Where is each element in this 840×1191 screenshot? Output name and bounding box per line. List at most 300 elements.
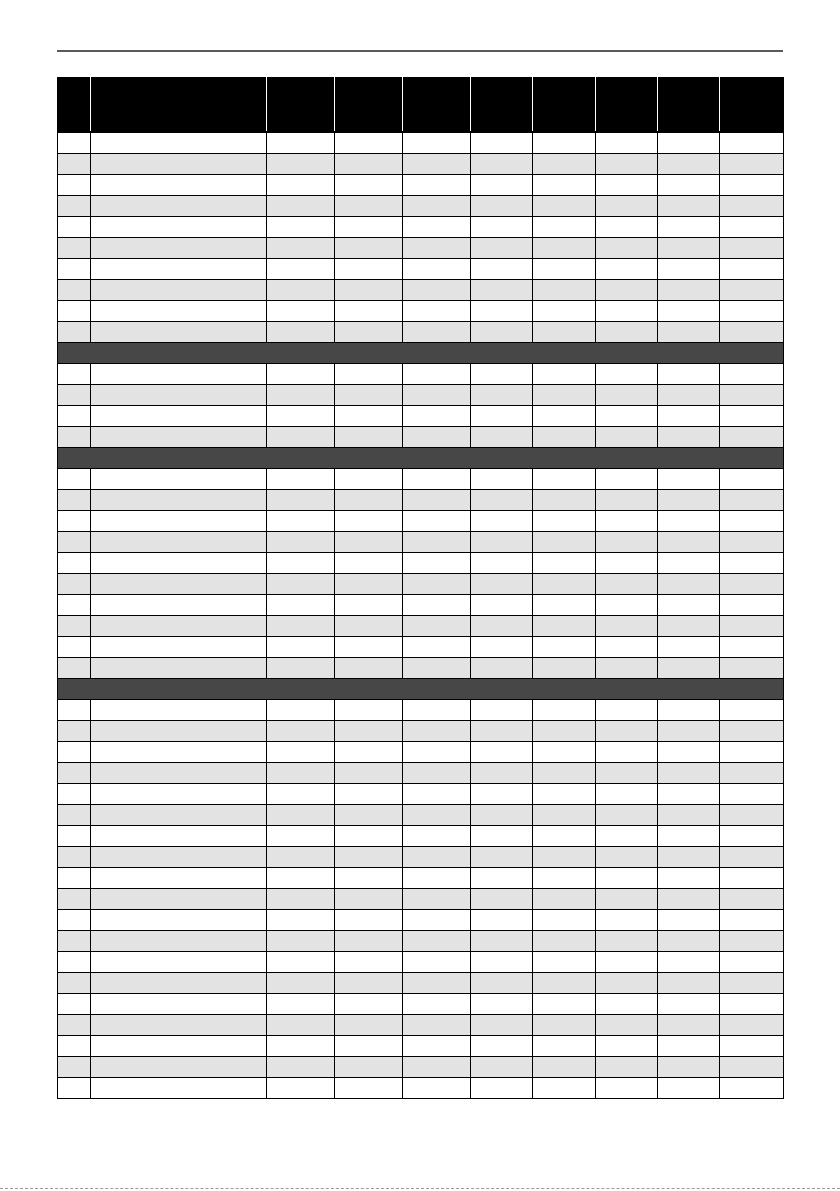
table-row [58, 238, 784, 259]
row-index-cell [58, 574, 91, 595]
table-cell [720, 868, 784, 889]
table-cell [471, 154, 533, 175]
row-index-cell [58, 132, 91, 154]
table-cell [720, 658, 784, 679]
table-cell [720, 826, 784, 847]
table-cell [335, 574, 403, 595]
header-cell-index [58, 77, 91, 132]
table-row [58, 532, 784, 553]
table-row [58, 910, 784, 931]
section-header-row [58, 448, 784, 469]
table-cell [533, 1036, 596, 1057]
table-cell [533, 364, 596, 385]
table-cell [533, 595, 596, 616]
header-cell [91, 77, 267, 132]
table-cell [533, 847, 596, 868]
row-index-cell [58, 322, 91, 343]
table-cell [596, 532, 658, 553]
table-cell [91, 616, 267, 637]
row-index-cell [58, 994, 91, 1015]
table-cell [720, 721, 784, 742]
table-cell [267, 847, 335, 868]
table-row [58, 132, 784, 154]
table-cell [335, 132, 403, 154]
table-cell [658, 406, 720, 427]
table-cell [471, 280, 533, 301]
row-index-cell [58, 1036, 91, 1057]
table-cell [720, 931, 784, 952]
table-cell [335, 175, 403, 196]
table-cell [658, 973, 720, 994]
table-cell [335, 406, 403, 427]
table-cell [533, 175, 596, 196]
table-cell [533, 280, 596, 301]
table-cell [658, 217, 720, 238]
table-cell [658, 259, 720, 280]
row-index-cell [58, 952, 91, 973]
table-cell [596, 889, 658, 910]
table-cell [335, 868, 403, 889]
table-cell [267, 721, 335, 742]
table-cell [596, 700, 658, 721]
table-cell [403, 574, 471, 595]
table-cell [267, 868, 335, 889]
table-row [58, 469, 784, 490]
table-cell [335, 784, 403, 805]
table-cell [471, 406, 533, 427]
table-cell [471, 658, 533, 679]
table-cell [533, 1057, 596, 1078]
table-cell [267, 1015, 335, 1036]
table-cell [91, 952, 267, 973]
table-cell [658, 721, 720, 742]
table-cell [658, 196, 720, 217]
table-cell [720, 574, 784, 595]
table-cell [335, 805, 403, 826]
table-cell [267, 132, 335, 154]
table-row [58, 973, 784, 994]
table-cell [91, 511, 267, 532]
section-title [58, 679, 784, 700]
table-cell [471, 847, 533, 868]
table-row [58, 322, 784, 343]
table-cell [596, 721, 658, 742]
table-cell [335, 763, 403, 784]
table-cell [471, 469, 533, 490]
table-cell [91, 154, 267, 175]
table-cell [533, 889, 596, 910]
table-cell [596, 511, 658, 532]
table-cell [267, 637, 335, 658]
table-row [58, 889, 784, 910]
table-row [58, 742, 784, 763]
table-row [58, 301, 784, 322]
table-cell [471, 700, 533, 721]
row-index-cell [58, 658, 91, 679]
table-cell [267, 763, 335, 784]
table-cell [720, 469, 784, 490]
row-index-cell [58, 973, 91, 994]
table-cell [720, 805, 784, 826]
table-row [58, 868, 784, 889]
table-cell [267, 952, 335, 973]
table-cell [658, 805, 720, 826]
table-cell [596, 259, 658, 280]
table-cell [267, 259, 335, 280]
table-cell [91, 259, 267, 280]
data-table [57, 77, 784, 1099]
table-cell [403, 889, 471, 910]
table-cell [335, 154, 403, 175]
table-cell [720, 238, 784, 259]
table-cell [403, 469, 471, 490]
row-index-cell [58, 217, 91, 238]
table-cell [335, 469, 403, 490]
table-cell [658, 532, 720, 553]
table-cell [533, 952, 596, 973]
table-cell [720, 196, 784, 217]
table-cell [596, 154, 658, 175]
table-row [58, 175, 784, 196]
table-cell [403, 784, 471, 805]
table-cell [403, 637, 471, 658]
table-cell [91, 553, 267, 574]
table-cell [403, 1036, 471, 1057]
table-cell [267, 385, 335, 406]
table-cell [335, 742, 403, 763]
table-cell [335, 1078, 403, 1099]
table-cell [267, 511, 335, 532]
table-cell [335, 490, 403, 511]
table-cell [658, 700, 720, 721]
table-cell [720, 1015, 784, 1036]
table-cell [267, 910, 335, 931]
table-cell [533, 1015, 596, 1036]
table-cell [596, 1015, 658, 1036]
table-cell [720, 301, 784, 322]
table-cell [720, 406, 784, 427]
row-index-cell [58, 700, 91, 721]
table-cell [267, 217, 335, 238]
table-cell [471, 132, 533, 154]
table-cell [596, 574, 658, 595]
table-cell [335, 385, 403, 406]
table-cell [91, 931, 267, 952]
row-index-cell [58, 490, 91, 511]
table-cell [335, 910, 403, 931]
row-index-cell [58, 427, 91, 448]
section-header-row [58, 343, 784, 364]
table-cell [596, 616, 658, 637]
table-cell [91, 847, 267, 868]
table-cell [596, 1057, 658, 1078]
table-cell [533, 973, 596, 994]
table-cell [720, 154, 784, 175]
row-index-cell [58, 280, 91, 301]
table-cell [335, 847, 403, 868]
table-cell [91, 406, 267, 427]
table-cell [267, 595, 335, 616]
table-cell [720, 595, 784, 616]
table-cell [403, 658, 471, 679]
header-cell [720, 77, 784, 132]
table-cell [720, 490, 784, 511]
table-row [58, 511, 784, 532]
table-cell [658, 1057, 720, 1078]
table-cell [403, 847, 471, 868]
table-cell [720, 910, 784, 931]
table-cell [335, 994, 403, 1015]
table-cell [596, 301, 658, 322]
top-rule [57, 50, 783, 52]
header-cell [658, 77, 720, 132]
table-cell [267, 490, 335, 511]
table-cell [533, 742, 596, 763]
table-cell [91, 490, 267, 511]
header-cell [533, 77, 596, 132]
header-cell [471, 77, 533, 132]
table-cell [91, 175, 267, 196]
table-cell [335, 553, 403, 574]
table-cell [471, 616, 533, 637]
table-cell [720, 1057, 784, 1078]
table-row [58, 994, 784, 1015]
table-cell [720, 385, 784, 406]
table-row [58, 595, 784, 616]
table-cell [267, 1078, 335, 1099]
table-cell [335, 427, 403, 448]
table-cell [471, 973, 533, 994]
table-cell [335, 931, 403, 952]
table-cell [658, 658, 720, 679]
table-cell [471, 742, 533, 763]
table-cell [720, 952, 784, 973]
table-cell [533, 154, 596, 175]
table-cell [720, 175, 784, 196]
table-cell [720, 742, 784, 763]
row-index-cell [58, 931, 91, 952]
table-cell [658, 826, 720, 847]
table-cell [596, 910, 658, 931]
table-cell [267, 469, 335, 490]
table-cell [533, 259, 596, 280]
table-cell [471, 952, 533, 973]
table-cell [335, 889, 403, 910]
table-cell [91, 132, 267, 154]
table-cell [533, 532, 596, 553]
table-row [58, 280, 784, 301]
table-row [58, 259, 784, 280]
row-index-cell [58, 868, 91, 889]
table-cell [471, 196, 533, 217]
table-cell [471, 511, 533, 532]
table-cell [658, 154, 720, 175]
table-cell [720, 532, 784, 553]
table-cell [403, 763, 471, 784]
header-cell [267, 77, 335, 132]
table-cell [596, 217, 658, 238]
table-cell [91, 469, 267, 490]
row-index-cell [58, 259, 91, 280]
table-cell [335, 364, 403, 385]
table-cell [720, 280, 784, 301]
table-cell [267, 805, 335, 826]
table-cell [403, 196, 471, 217]
table-cell [91, 763, 267, 784]
table-cell [471, 994, 533, 1015]
table-cell [335, 322, 403, 343]
table-cell [403, 385, 471, 406]
row-index-cell [58, 406, 91, 427]
table-cell [403, 1015, 471, 1036]
table-cell [658, 952, 720, 973]
row-index-cell [58, 154, 91, 175]
table-cell [533, 868, 596, 889]
table-cell [720, 322, 784, 343]
table-cell [471, 364, 533, 385]
table-cell [91, 595, 267, 616]
table-cell [471, 805, 533, 826]
table-cell [471, 217, 533, 238]
table-cell [596, 469, 658, 490]
table-cell [403, 259, 471, 280]
table-cell [596, 364, 658, 385]
table-cell [471, 322, 533, 343]
table-cell [658, 595, 720, 616]
table-cell [533, 132, 596, 154]
table-cell [267, 553, 335, 574]
table-cell [91, 805, 267, 826]
table-row [58, 1057, 784, 1078]
table-cell [533, 238, 596, 259]
table-cell [596, 931, 658, 952]
row-index-cell [58, 826, 91, 847]
table-cell [267, 889, 335, 910]
table-row [58, 763, 784, 784]
table-cell [533, 427, 596, 448]
table-cell [91, 1057, 267, 1078]
table-cell [91, 532, 267, 553]
table-cell [720, 616, 784, 637]
table-cell [596, 784, 658, 805]
row-index-cell [58, 847, 91, 868]
table-cell [91, 196, 267, 217]
table-cell [658, 1015, 720, 1036]
table-cell [533, 826, 596, 847]
table-cell [533, 196, 596, 217]
table-row [58, 784, 784, 805]
table-row [58, 658, 784, 679]
table-cell [471, 427, 533, 448]
table-cell [91, 1036, 267, 1057]
table-cell [403, 616, 471, 637]
table-cell [596, 805, 658, 826]
row-index-cell [58, 238, 91, 259]
table-row [58, 196, 784, 217]
row-index-cell [58, 175, 91, 196]
table-cell [403, 931, 471, 952]
table-cell [403, 217, 471, 238]
table-cell [533, 700, 596, 721]
table-cell [403, 532, 471, 553]
table-row [58, 427, 784, 448]
table-cell [335, 721, 403, 742]
table-cell [91, 1015, 267, 1036]
row-index-cell [58, 1078, 91, 1099]
header-cell [596, 77, 658, 132]
table-cell [403, 910, 471, 931]
table-row [58, 574, 784, 595]
table-row [58, 721, 784, 742]
table-cell [658, 637, 720, 658]
table-cell [91, 826, 267, 847]
table-row [58, 406, 784, 427]
table-cell [335, 700, 403, 721]
row-index-cell [58, 616, 91, 637]
table-cell [533, 1078, 596, 1099]
table-cell [658, 175, 720, 196]
table-cell [267, 1057, 335, 1078]
table-cell [403, 994, 471, 1015]
table-cell [335, 511, 403, 532]
table-row [58, 154, 784, 175]
table-cell [658, 847, 720, 868]
table-cell [596, 280, 658, 301]
table-cell [267, 280, 335, 301]
table-cell [720, 511, 784, 532]
table-cell [91, 427, 267, 448]
table-cell [658, 616, 720, 637]
table-cell [596, 490, 658, 511]
table-cell [596, 238, 658, 259]
table-cell [403, 154, 471, 175]
table-cell [403, 490, 471, 511]
row-index-cell [58, 364, 91, 385]
table-cell [658, 511, 720, 532]
table-cell [267, 427, 335, 448]
table-cell [267, 784, 335, 805]
row-index-cell [58, 742, 91, 763]
table-row [58, 700, 784, 721]
header-cell [403, 77, 471, 132]
table-cell [596, 132, 658, 154]
table-cell [91, 364, 267, 385]
table-cell [403, 952, 471, 973]
table-cell [335, 826, 403, 847]
table-cell [471, 763, 533, 784]
table-cell [91, 700, 267, 721]
row-index-cell [58, 1057, 91, 1078]
table-cell [471, 889, 533, 910]
table-cell [471, 637, 533, 658]
table-row [58, 952, 784, 973]
table-row [58, 637, 784, 658]
table-cell [596, 196, 658, 217]
table-row [58, 805, 784, 826]
row-index-cell [58, 763, 91, 784]
table-cell [596, 427, 658, 448]
table-cell [658, 910, 720, 931]
table-cell [91, 994, 267, 1015]
table-cell [403, 132, 471, 154]
table-cell [335, 280, 403, 301]
table-row [58, 847, 784, 868]
table-cell [658, 1036, 720, 1057]
table-cell [403, 238, 471, 259]
table-cell [335, 595, 403, 616]
table-cell [91, 784, 267, 805]
table-cell [91, 910, 267, 931]
